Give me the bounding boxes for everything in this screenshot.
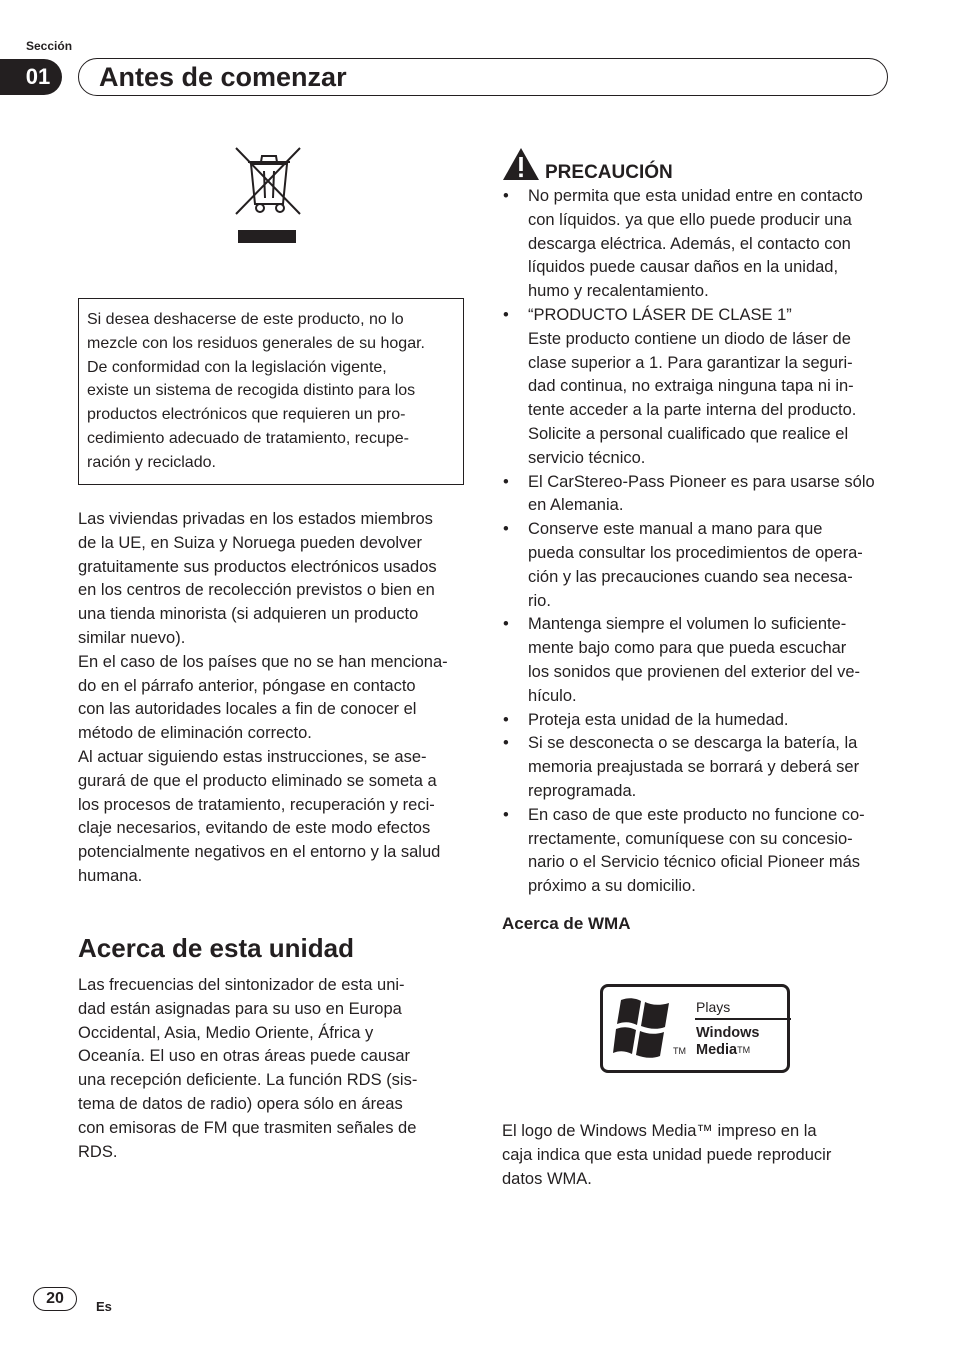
wma-line: El logo de Windows Media™ impreso en la: [502, 1122, 817, 1140]
notice-line: cedimiento adecuado de tratamiento, recupe-: [87, 429, 409, 447]
caution-line: en Alemania.: [528, 496, 624, 515]
page-number: 20: [33, 1287, 77, 1311]
caution-title: PRECAUCIÓN: [545, 162, 673, 183]
notice-line: existe un sistema de recogida distinto para los: [87, 382, 416, 400]
caution-item: [502, 804, 902, 899]
caution-item: [502, 613, 902, 708]
caution-line: • El CarStereo-Pass Pioneer es para usarse sólo: [528, 472, 875, 491]
language-code: Es: [96, 1299, 112, 1314]
unit-line: RDS.: [78, 1142, 118, 1161]
caution-line: los sonidos que provienen del exterior del ve-: [528, 662, 861, 681]
notice-line: productos electrónicos que requieren un pro-: [87, 406, 406, 424]
caution-line: Solicite a personal cualificado que realice el: [528, 424, 849, 443]
logo-windows-media-text: [696, 1025, 760, 1059]
caution-line: mente bajo como para que pueda escuchar: [528, 639, 847, 658]
caution-line: próximo a su domicilio.: [528, 877, 696, 896]
section-number-badge: 01: [0, 59, 62, 95]
windows-flag-icon: [613, 996, 675, 1065]
caution-item: [502, 518, 902, 613]
unit-line: Las frecuencias del sintonizador de esta uni-: [78, 976, 405, 994]
caution-line: con líquidos. ya que ello puede producir una: [528, 210, 852, 229]
body-line: claje necesarios, evitando de este modo efectos: [78, 819, 431, 838]
logo-windows: Windows: [696, 1025, 760, 1041]
caution-item: [502, 732, 902, 803]
unit-line: Oceanía. El uso en otras áreas puede causar: [78, 1047, 411, 1066]
warning-triangle-icon: [502, 147, 540, 186]
wma-line: datos WMA.: [502, 1169, 592, 1188]
notice-line: De conformidad con la legislación vigente,: [87, 358, 387, 376]
caution-line: reprogramada.: [528, 781, 637, 800]
unit-line: una recepción deficiente. La función RDS (sis-: [78, 1071, 418, 1090]
caution-item: [502, 304, 902, 471]
body-line: potencialmente negativos en el entorno y la salud: [78, 843, 441, 862]
caution-line: memoria preajustada se borrará y deberá ser: [528, 758, 860, 777]
body-line: humana.: [78, 866, 143, 885]
caution-line: descarga eléctrica. Además, el contacto con: [528, 234, 851, 253]
disposal-notice-box: [78, 298, 464, 485]
caution-line: clase superior a 1. Para garantizar la seguri-: [528, 353, 853, 372]
caution-line: servicio técnico.: [528, 448, 646, 467]
caution-line: • “PRODUCTO LÁSER DE CLASE 1”: [528, 305, 792, 324]
body-line: de la UE, en Suiza y Noruega pueden devolver: [78, 533, 422, 552]
caution-line: rio.: [528, 591, 551, 610]
caution-line: • En caso de que este producto no funcione co-: [528, 805, 865, 824]
caution-line: rrectamente, comuníquese con su concesio-: [528, 829, 853, 848]
caution-line: hículo.: [528, 686, 577, 705]
caution-line: dad continua, no extraiga ninguna tapa ni in-: [528, 377, 854, 396]
body-line: en los centros de recolección previstos o bien en: [78, 581, 435, 600]
wma-heading: Acerca de WMA: [502, 914, 631, 933]
logo-divider: [695, 1018, 791, 1020]
caution-line: Este producto contiene un diodo de láser de: [528, 329, 851, 348]
unit-line: tema de datos de radio) opera sólo en áreas: [78, 1094, 403, 1113]
caution-line: nario o el Servicio técnico oficial Pioneer más: [528, 853, 860, 872]
logo-tm: TM: [673, 1046, 686, 1056]
notice-line: Si desea deshacerse de este producto, no lo: [87, 311, 404, 328]
logo-media: Media: [696, 1042, 738, 1058]
plays-windows-media-logo: [600, 984, 790, 1073]
caution-line: pueda consultar los procedimientos de opera-: [528, 543, 863, 562]
wma-body-text: [502, 1120, 902, 1191]
caution-list: [502, 185, 902, 899]
caution-line: líquidos puede causar daños en la unidad,: [528, 258, 839, 277]
unit-line: dad están asignadas para su uso en Europa: [78, 999, 402, 1018]
unit-line: con emisoras de FM que trasmiten señales de: [78, 1118, 417, 1137]
crossed-out-wheelie-bin-icon: [234, 146, 304, 251]
caution-line: ción y las precauciones cuando sea necesa-: [528, 567, 853, 586]
body-line: do en el párrafo anterior, póngase en contacto: [78, 676, 416, 695]
notice-line: ración y reciclado.: [87, 453, 216, 471]
chapter-title-text: Antes de comenzar: [99, 61, 347, 92]
disposal-body-text: [78, 508, 470, 889]
caution-item: [502, 471, 902, 519]
section-label: Sección: [26, 39, 73, 53]
notice-line: mezcle con los residuos generales de su hogar.: [87, 334, 425, 352]
caution-item: [502, 185, 902, 304]
body-line: los procesos de tratamiento, recuperación y reci-: [78, 795, 435, 814]
unit-heading: Acerca de esta unidad: [78, 933, 354, 963]
caution-line: • Si se desconecta o se descarga la batería, la: [528, 734, 858, 753]
body-line: con las autoridades locales a fin de conocer el: [78, 700, 417, 719]
caution-line: humo y recalentamiento.: [528, 282, 709, 301]
body-line: una tienda minorista (si adquieren un producto: [78, 605, 419, 624]
chapter-title: [78, 58, 888, 96]
body-line: Las viviendas privadas en los estados miembros: [78, 510, 433, 528]
body-line: gratuitamente sus productos electrónicos usados: [78, 557, 437, 576]
logo-media-tm: TM: [737, 1045, 751, 1055]
body-line: gurará de que el producto eliminado se someta a: [78, 771, 437, 790]
body-line: Al actuar siguiendo estas instrucciones, se ase-: [78, 747, 427, 766]
caution-line: • No permita que esta unidad entre en contacto: [528, 187, 863, 205]
body-line: En el caso de los países que no se han menciona-: [78, 652, 448, 671]
unit-line: Occidental, Asia, Medio Oriente, África y: [78, 1023, 374, 1042]
body-line: método de eliminación correcto.: [78, 724, 312, 743]
unit-body-text: [78, 974, 470, 1164]
caution-line: • Proteja esta unidad de la humedad.: [528, 710, 789, 729]
logo-plays-text: Plays: [696, 999, 731, 1015]
caution-line: tente acceder a la parte interna del producto.: [528, 401, 857, 420]
caution-item: [502, 709, 902, 733]
wma-line: caja indica que esta unidad puede reproducir: [502, 1145, 832, 1164]
caution-line: • Conserve este manual a mano para que: [528, 520, 823, 539]
caution-line: • Mantenga siempre el volumen lo suficiente-: [528, 615, 847, 634]
body-line: similar nuevo).: [78, 628, 186, 647]
